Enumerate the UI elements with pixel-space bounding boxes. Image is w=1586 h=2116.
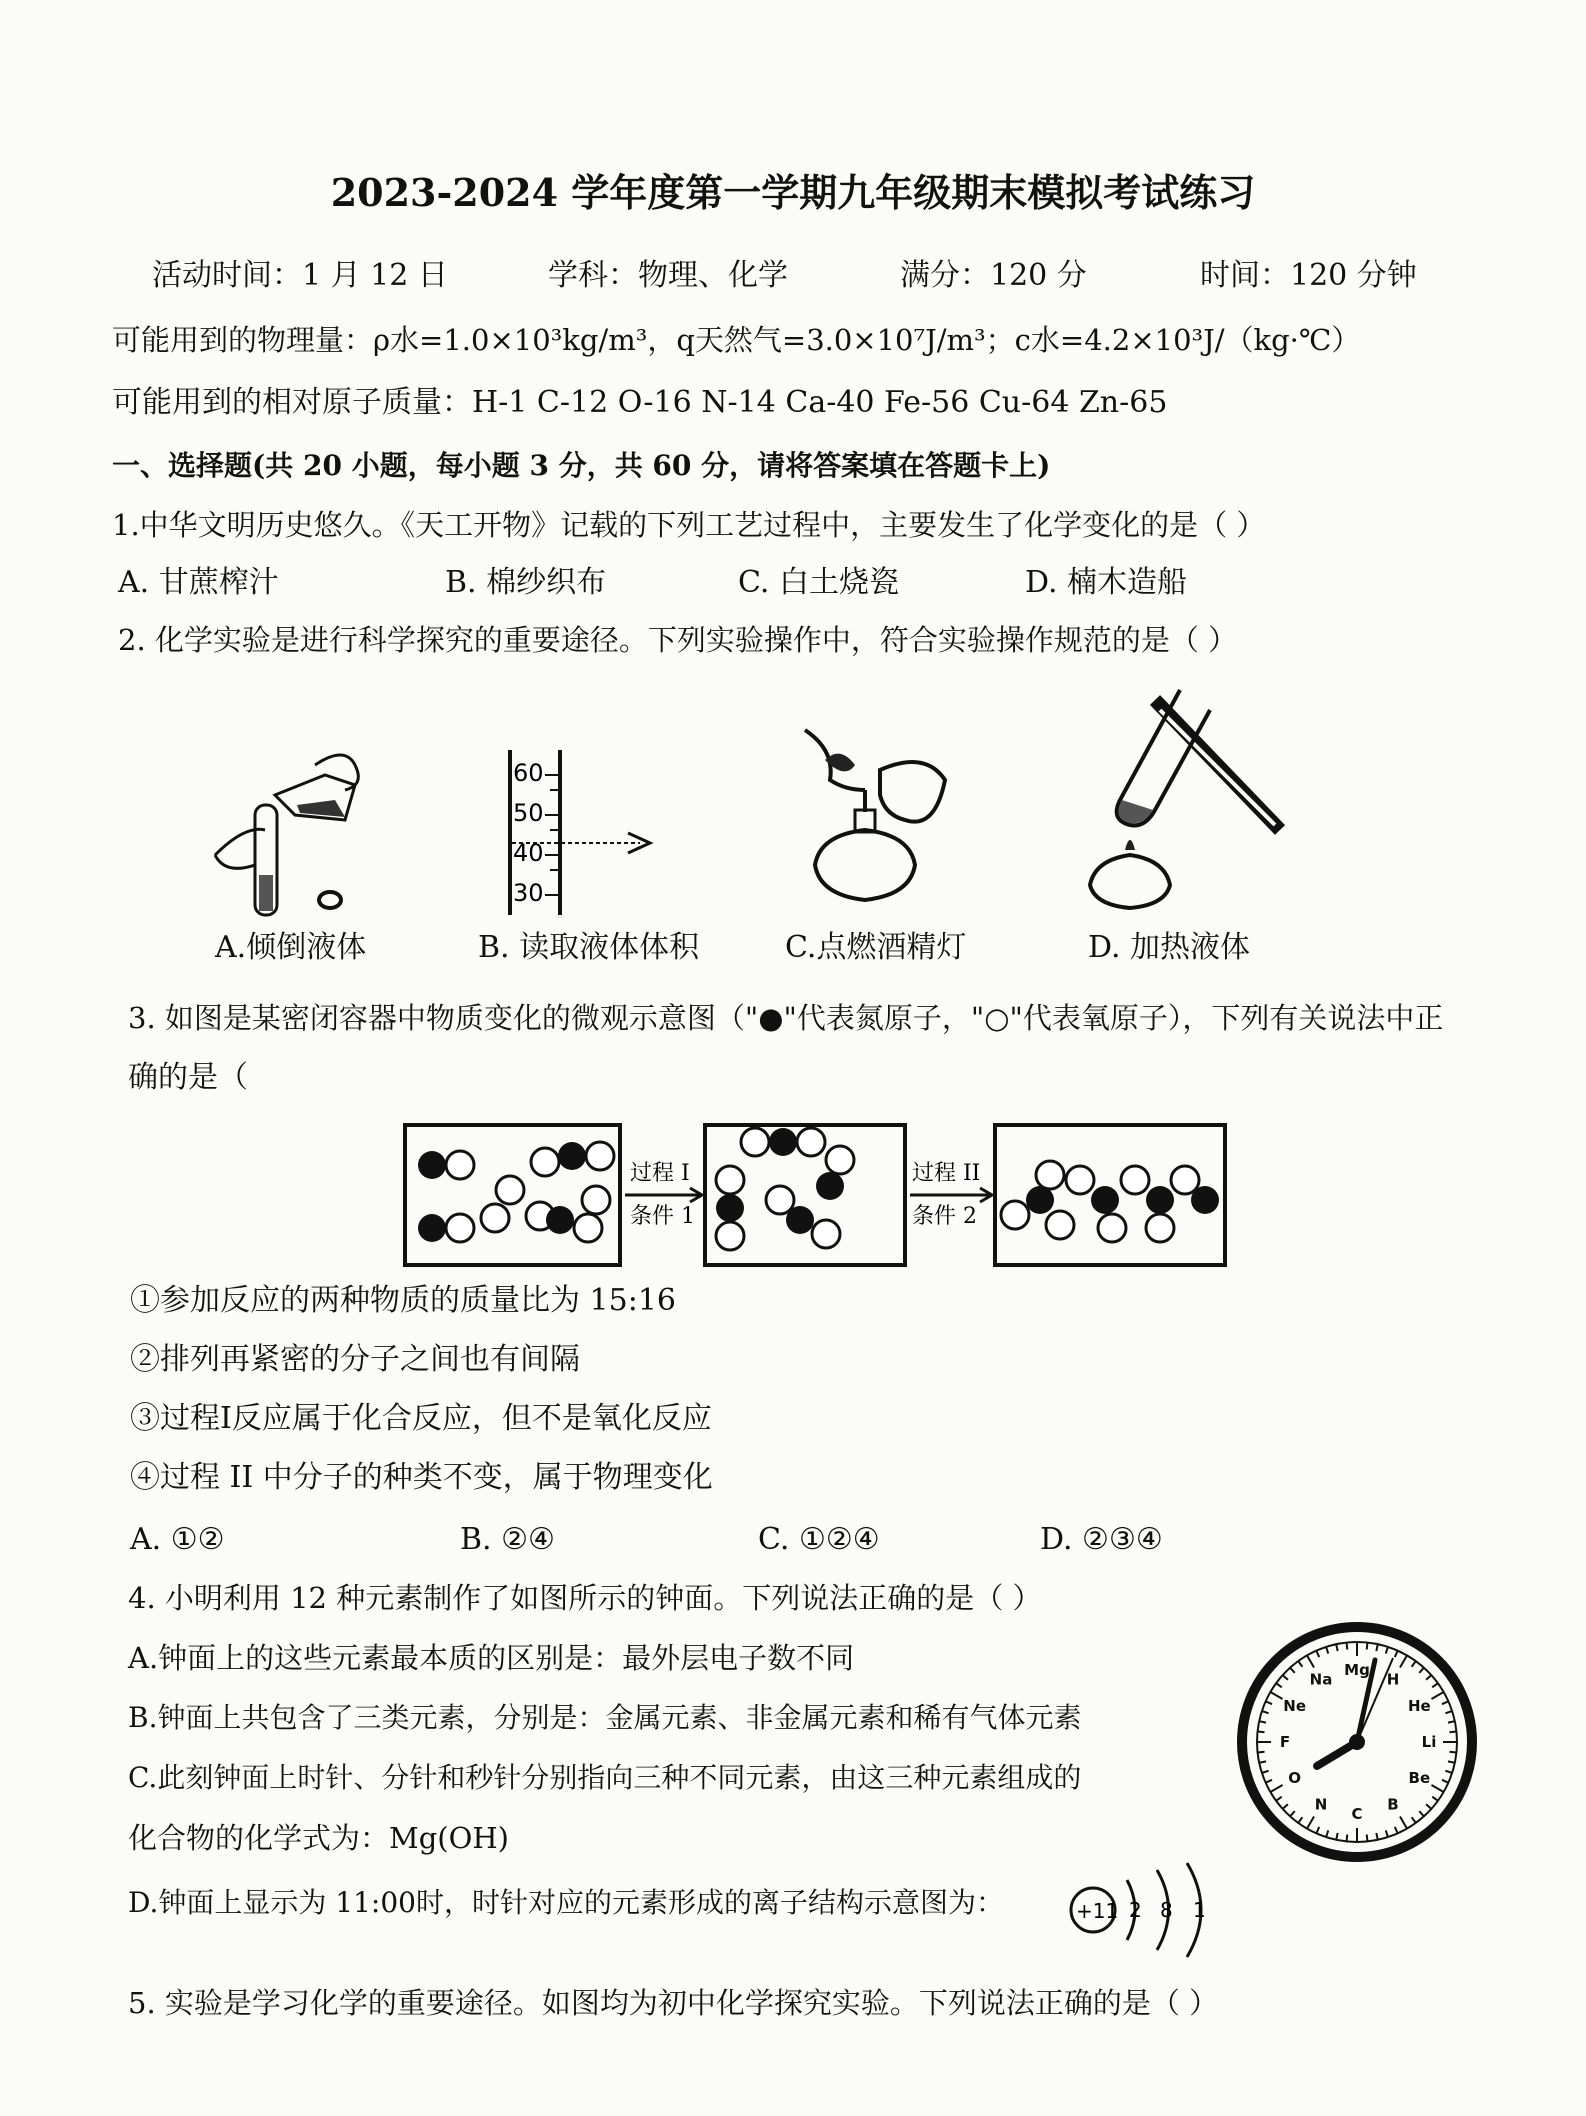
clock-tick — [1400, 1655, 1407, 1667]
process-1-label: 过程 I — [630, 1161, 690, 1186]
section-heading: 一、选择题(共 20 小题，每小题 3 分，共 60 分，请将答案填在答题卡上) — [112, 449, 1051, 482]
condition-1-label: 条件 1 — [630, 1204, 695, 1229]
q3-option-a: A. ①② — [130, 1522, 225, 1557]
clock-tick — [1262, 1711, 1269, 1713]
clock-tick — [1376, 1644, 1377, 1651]
clock-element-be: Be — [1408, 1769, 1431, 1787]
clock-tick — [1431, 1692, 1443, 1699]
clock-tick — [1432, 1683, 1438, 1687]
clock-tick — [1449, 1752, 1456, 1753]
clock-tick — [1298, 1661, 1302, 1667]
tick-30: 30 — [513, 879, 544, 907]
q3-statement-1: ①参加反应的两种物质的质量比为 15:16 — [130, 1283, 676, 1318]
clock-tick — [1367, 1834, 1368, 1841]
clock-tick — [1419, 1668, 1424, 1673]
clock-tick — [1419, 1811, 1424, 1816]
clock-tick — [1307, 1816, 1314, 1828]
clock-tick — [1262, 1771, 1269, 1773]
clock-tick — [1276, 1797, 1282, 1801]
q4-option-d: D.钟面上显示为 11:00时，时针对应的元素形成的离子结构示意图为： — [128, 1886, 1004, 1919]
clock-element-o: O — [1288, 1769, 1302, 1787]
clock-tick — [1259, 1721, 1266, 1722]
clock-tick — [1316, 1827, 1319, 1833]
clock-tick — [1412, 1661, 1416, 1667]
clock-tick — [1442, 1780, 1448, 1783]
clock-tick — [1395, 1827, 1398, 1833]
clock-tick — [1283, 1804, 1288, 1809]
q2-caption-d: D. 加热液体 — [1088, 930, 1251, 965]
clock-tick — [1270, 1692, 1282, 1699]
q2-caption-a: A.倾倒液体 — [215, 930, 367, 965]
clock-element-b: B — [1387, 1795, 1399, 1814]
q3-statement-3: ③过程I反应属于化合反应，但不是氧化反应 — [130, 1401, 712, 1436]
clock-tick — [1258, 1732, 1265, 1733]
clock-tick — [1431, 1785, 1443, 1792]
heating-liquid-figure — [1060, 680, 1290, 920]
clock-tick — [1290, 1668, 1295, 1673]
clock-tick — [1283, 1675, 1288, 1680]
clock-tick — [1400, 1816, 1407, 1828]
clock-tick — [1367, 1643, 1368, 1650]
page-title: 2023-2024 学年度第一学期九年级期末模拟考试练习 — [330, 170, 1256, 215]
clock-tick — [1432, 1797, 1438, 1801]
clock-element-h: H — [1386, 1670, 1400, 1689]
clock-tick — [1442, 1701, 1448, 1704]
clock-tick — [1347, 1643, 1348, 1650]
clock-element-c: C — [1351, 1805, 1363, 1823]
q2-caption-b: B. 读取液体体积 — [478, 930, 700, 965]
tick-50: 50 — [513, 799, 544, 827]
q4-option-c-line2: 化合物的化学式为：Mg(OH) — [128, 1821, 509, 1855]
q4-option-a: A.钟面上的这些元素最本质的区别是：最外层电子数不同 — [128, 1641, 855, 1675]
clock-tick — [1412, 1817, 1416, 1823]
full-score: 满分：120 分 — [900, 258, 1087, 293]
q1-option-a: A. 甘蔗榨汁 — [118, 565, 279, 600]
subject: 学科：物理、化学 — [548, 258, 788, 293]
q1-option-c: C. 白土烧瓷 — [738, 565, 899, 600]
pouring-liquid-figure — [205, 745, 375, 920]
q3-option-b: B. ②④ — [460, 1522, 555, 1557]
ion-shell-3: 1 — [1193, 1898, 1206, 1922]
ion-shell-1: 2 — [1129, 1898, 1142, 1922]
clock-tick — [1298, 1817, 1302, 1823]
q2-stem: 2. 化学实验是进行科学探究的重要途径。下列实验操作中，符合实验操作规范的是（ ） — [118, 623, 1238, 657]
clock-tick — [1448, 1721, 1455, 1722]
atomic-masses: 可能用到的相对原子质量：H-1 C-12 O-16 N-14 Ca-40 Fe-56 Cu-64 Zn-65 — [112, 385, 1168, 420]
clock-element-mg: Mg — [1344, 1661, 1370, 1679]
clock-tick — [1276, 1683, 1282, 1687]
activity-date: 活动时间：1 月 12 日 — [152, 258, 448, 293]
q3-option-d: D. ②③④ — [1040, 1522, 1163, 1557]
q2-caption-c: C.点燃酒精灯 — [785, 930, 967, 965]
clock-tick — [1259, 1761, 1266, 1762]
clock-tick — [1347, 1834, 1348, 1841]
clock-tick — [1426, 1804, 1431, 1809]
clock-tick — [1326, 1830, 1328, 1837]
clock-tick — [1266, 1701, 1272, 1704]
clock-element-ne: Ne — [1283, 1697, 1307, 1715]
molecule-process-diagram — [400, 1120, 1230, 1270]
q3-option-c: C. ①②④ — [758, 1522, 880, 1557]
q4-option-b: B.钟面上共包含了三类元素，分别是：金属元素、非金属元素和稀有气体元素 — [128, 1701, 1082, 1734]
element-clock — [1235, 1620, 1480, 1865]
clock-tick — [1326, 1647, 1328, 1654]
graduated-cylinder-figure — [500, 745, 670, 920]
clock-element-li: Li — [1421, 1733, 1437, 1751]
clock-tick — [1386, 1830, 1388, 1837]
physics-constants: 可能用到的物理量：ρ水=1.0×10³kg/m³，q天然气=3.0×10⁷J/m³；c水=4.2×10³J/（kg·℃） — [112, 323, 1361, 357]
process-2-label: 过程 II — [912, 1161, 981, 1186]
clock-tick — [1258, 1752, 1265, 1753]
exam-time: 时间：120 分钟 — [1200, 258, 1417, 293]
clock-tick — [1290, 1811, 1295, 1816]
condition-2-label: 条件 2 — [912, 1204, 977, 1229]
clock-tick — [1426, 1675, 1431, 1680]
clock-tick — [1266, 1780, 1272, 1783]
clock-tick — [1336, 1833, 1337, 1840]
clock-tick — [1445, 1711, 1452, 1713]
ion-nucleus-label: +11 — [1076, 1899, 1119, 1923]
clock-tick — [1395, 1651, 1398, 1657]
clock-tick — [1316, 1651, 1319, 1657]
tick-40: 40 — [513, 839, 544, 867]
clock-element-n: N — [1314, 1795, 1328, 1814]
q3-stem-line2: 确的是（ — [128, 1060, 248, 1095]
clock-tick — [1270, 1785, 1282, 1792]
clock-tick — [1336, 1644, 1337, 1651]
clock-tick — [1307, 1655, 1314, 1667]
clock-element-na: Na — [1309, 1670, 1333, 1689]
clock-tick — [1386, 1647, 1388, 1654]
q5-stem: 5. 实验是学习化学的重要途径。如图均为初中化学探究实验。下列说法正确的是（ ） — [128, 1986, 1219, 2020]
q3-stem-line1: 3. 如图是某密闭容器中物质变化的微观示意图（"●"代表氮原子，"○"代表氧原子），下列有关说法中正 — [128, 1001, 1444, 1035]
sodium-ion-structure-diagram — [1065, 1855, 1225, 1965]
ion-shell-2: 8 — [1160, 1898, 1173, 1922]
q4-stem: 4. 小明利用 12 种元素制作了如图所示的钟面。下列说法正确的是（ ） — [128, 1581, 1042, 1615]
q1-option-d: D. 楠木造船 — [1025, 565, 1188, 600]
tick-60: 60 — [513, 759, 544, 787]
q1-stem: 1.中华文明历史悠久。《天工开物》记载的下列工艺过程中，主要发生了化学变化的是（ ） — [112, 508, 1266, 542]
clock-tick — [1376, 1833, 1377, 1840]
q3-statement-4: ④过程 II 中分子的种类不变，属于物理变化 — [130, 1460, 713, 1495]
q3-statement-2: ②排列再紧密的分子之间也有间隔 — [130, 1342, 580, 1377]
alcohol-lamp-lighting-figure — [785, 720, 965, 920]
q1-option-b: B. 棉纱织布 — [445, 565, 607, 600]
clock-element-he: He — [1407, 1697, 1431, 1715]
clock-tick — [1449, 1732, 1456, 1733]
clock-tick — [1445, 1771, 1452, 1773]
clock-tick — [1448, 1761, 1455, 1762]
q4-option-c-line1: C.此刻钟面上时针、分针和秒针分别指向三种不同元素，由这三种元素组成的 — [128, 1761, 1082, 1794]
clock-element-f: F — [1279, 1733, 1291, 1751]
